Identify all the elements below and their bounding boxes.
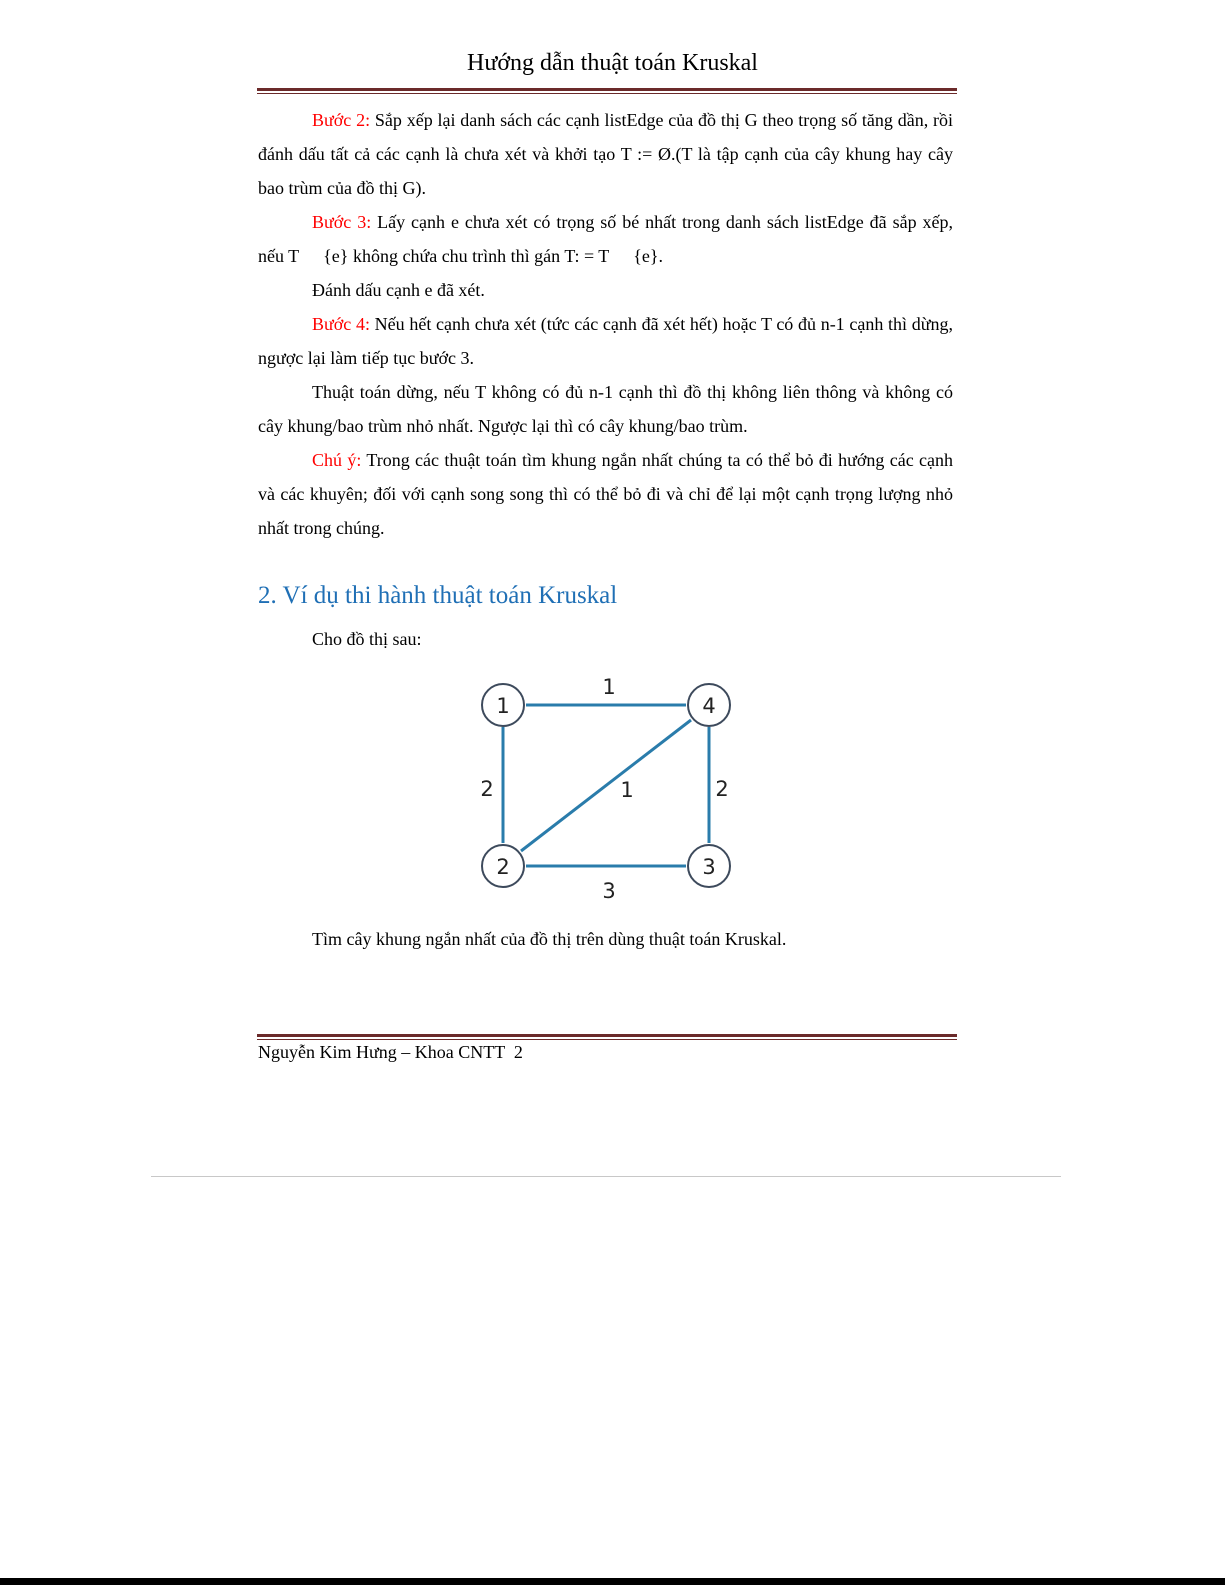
section-heading: 2. Ví dụ thi hành thuật toán Kruskal [258,582,618,609]
step-3-set-e-1: {e} [323,246,349,266]
step-4-paragraph [258,307,953,375]
step-2-paragraph [258,103,953,205]
step-3-text-b: không chứa chu trình thì gán T: = T [348,246,610,266]
step-3-paragraph [258,205,953,273]
graph-diagram [460,660,760,910]
page-header-title: Hướng dẫn thuật toán Kruskal [467,50,758,76]
edge-2-4-weight: 1 [620,778,634,802]
step-2-text: Sắp xếp lại danh sách các cạnh listEdge của đồ thị G theo trọng số tăng dần, rồi đánh dấu tất cả các cạnh là chưa xét và khởi tạo T := Ø.(T là tập cạnh của cây khung hay cây bao trùm của đồ thị G). [258,110,953,198]
header-rule-thin [257,93,957,94]
page-footer: Nguyễn Kim Hưng – Khoa CNTT 2 [258,1042,523,1062]
note-paragraph [258,443,953,545]
body-text [258,103,953,545]
graph-intro: Cho đồ thị sau: [312,629,422,649]
node-3-label: 3 [702,855,716,879]
step-4-label: Bước 4: [312,314,370,334]
edge-1-2-weight: 2 [480,777,494,801]
step-3-set-e-2: {e} [633,246,659,266]
footer-rule-thick [257,1034,957,1037]
footer-rule-thin [257,1039,957,1040]
step-3-text-a: Lấy cạnh e chưa xét có trọng số bé nhất trong danh sách listEdge đã sắp xếp, nếu T [258,212,953,266]
node-1-label: 1 [496,694,510,718]
node-4-label: 4 [702,694,716,718]
note-text: Trong các thuật toán tìm khung ngắn nhất chúng ta có thể bỏ đi hướng các cạnh và các khuyên; đối với cạnh song song thì có thể bỏ đi và chỉ để lại một cạnh trọng lượng nhỏ nhất trong chúng. [258,450,953,538]
step-2-label: Bước 2: [312,110,371,130]
edge-2-4 [521,720,691,851]
header-rule-thick [257,88,957,91]
edge-1-4-weight: 1 [602,675,616,699]
stop-paragraph: Thuật toán dừng, nếu T không có đủ n-1 cạnh thì đồ thị không liên thông và không có cây khung/bao trùm nhỏ nhất. Ngược lại thì có cây khung/bao trùm. [258,382,953,436]
step-4-text: Nếu hết cạnh chưa xét (tức các cạnh đã xét hết) hoặc T có đủ n-1 cạnh thì dừng, ngược lại làm tiếp tục bước 3. [258,314,953,368]
note-label: Chú ý: [312,450,362,470]
bottom-edge [0,1578,1225,1585]
mark-edge-paragraph: Đánh dấu cạnh e đã xét. [312,280,485,300]
question-text: Tìm cây khung ngắn nhất của đồ thị trên dùng thuật toán Kruskal. [312,929,787,949]
step-3-label: Bước 3: [312,212,372,232]
node-2-label: 2 [496,855,510,879]
edge-2-3-weight: 3 [602,879,616,903]
page-separator [151,1176,1061,1177]
edge-4-3-weight: 2 [715,777,729,801]
step-3-text-end: . [658,246,664,266]
